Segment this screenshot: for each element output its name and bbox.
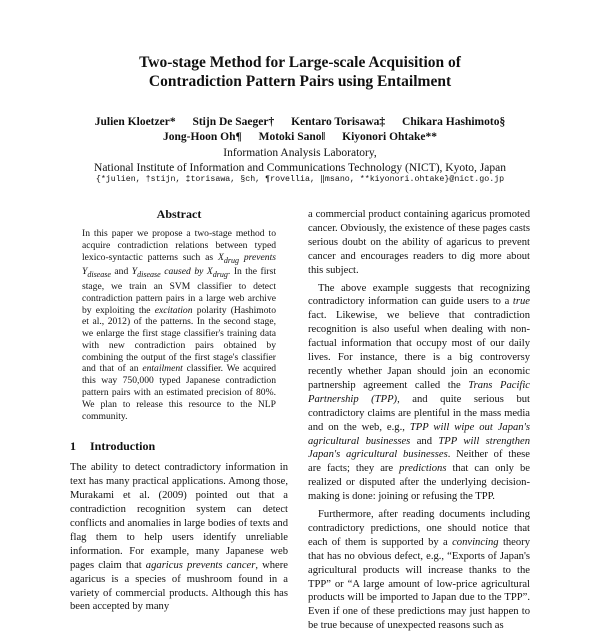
author-name: Kentaro Torisawa‡ xyxy=(291,116,386,128)
affiliation xyxy=(0,146,600,175)
abstract-heading: Abstract xyxy=(156,207,202,221)
section-heading-introduction xyxy=(70,440,288,454)
author-name: Julien Kloetzer* xyxy=(94,116,176,128)
body-paragraph-1: a commercial product containing agaricus promoted cancer. Obviously, the existence of these pages casts serious doubt on the ability of agaricus to prevent cancer and encourages readers to dig more about this subject. xyxy=(308,209,530,276)
author-row-2 xyxy=(0,130,600,145)
abstract-body: In this paper we propose a two-stage method to acquire contradiction relations between typed lexico-syntactic patterns such as $X_{drug}$ prevents $Y_{disease}$ and $Y_{disease}$ caused by $X_{drug}$. In the first stage, we train an SVM classifier to detect contradiction pattern pairs in a large web archive by exploiting the excitation polarity (Hashimoto et al., 2012) of the patterns. In the second stage, we enlarge the first stage classifier's training data with new contradiction pairs obtained by combining the output of the first stage's classifier and that of an entailment classifier. We acquired this way 750,000 typed Japanese contradiction pattern pairs with an estimated precision of 80%. We plan to release this resource to the NLP community. xyxy=(82,227,276,422)
intro-paragraph: The ability to detect contradictory information in text has many practical applications. Among those, Murakami et al. (2009) pointed out that a contradiction recognition system can detect conflicts and anomalies in large bodies of texts and flag them to help users identify unreliable information. For example, many Japanese web pages claim that agaricus prevents cancer, where agaricus is a species of mushroom found in a variety of commercial products. Although this has been accepted by many xyxy=(70,462,288,613)
author-list xyxy=(0,115,600,145)
author-emails: {*julien, †stijn, ‡torisawa, §ch, ¶rovellia, ‖msano, **kiyonori.ohtake}@nict.go.jp xyxy=(95,175,505,184)
author-name: Kiyonori Ohtake** xyxy=(342,131,438,143)
left-column xyxy=(70,208,288,614)
title-line-1: Two-stage Method for Large-scale Acquisition of xyxy=(139,54,461,71)
section-title: Introduction xyxy=(90,439,156,454)
author-name: Motoki Sano‖ xyxy=(258,131,326,143)
author-name: Jong-Hoon Oh¶ xyxy=(162,131,242,143)
section-number: 1 xyxy=(70,439,76,454)
affiliation-line-1: Information Analysis Laboratory, xyxy=(223,147,377,159)
affiliation-line-2: National Institute of Information and Communications Technology (NICT), Kyoto, Japan xyxy=(94,161,506,174)
paper-title xyxy=(0,53,600,91)
title-line-2: Contradiction Pattern Pairs using Entailment xyxy=(148,73,452,90)
right-column xyxy=(308,208,530,633)
author-name: Chikara Hashimoto§ xyxy=(402,116,506,128)
author-name: Stijn De Saeger† xyxy=(192,116,275,128)
body-paragraph-2: The above example suggests that recognizing contradictory information can guide users to a true fact. Likewise, we believe that contradiction recognition is also useful when dealing with non-factual information that occupy most of our daily lives. For instance, there is a big controversy recently whether Japan should join an economic partnership agreement called the Trans Pacific Partnership (TPP), and quite serious but contradictory claims are plentiful in the mass media and on the web, e.g., TPP will wipe out Japan's agricultural businesses and TPP will strengthen Japan's agricultural businesses. Neither of these are facts; they are predictions that can only be realized or disputed after the underlying decision-making is done: joining or refusing the TPP. xyxy=(308,282,531,503)
body-paragraph-3: Furthermore, after reading documents including contradictory predictions, one should notice that each of them is supported by a convincing theory that has no obvious defect, e.g., “Exports of Japan's agricultural products will increase thanks to the TPP” or “A large amount of low-price agricultural products will be imported to Japan due to the TPP”. Even if one of these predictions may just happen to be true because of unexpected reasons such as xyxy=(308,509,531,632)
author-row-1 xyxy=(0,115,600,130)
